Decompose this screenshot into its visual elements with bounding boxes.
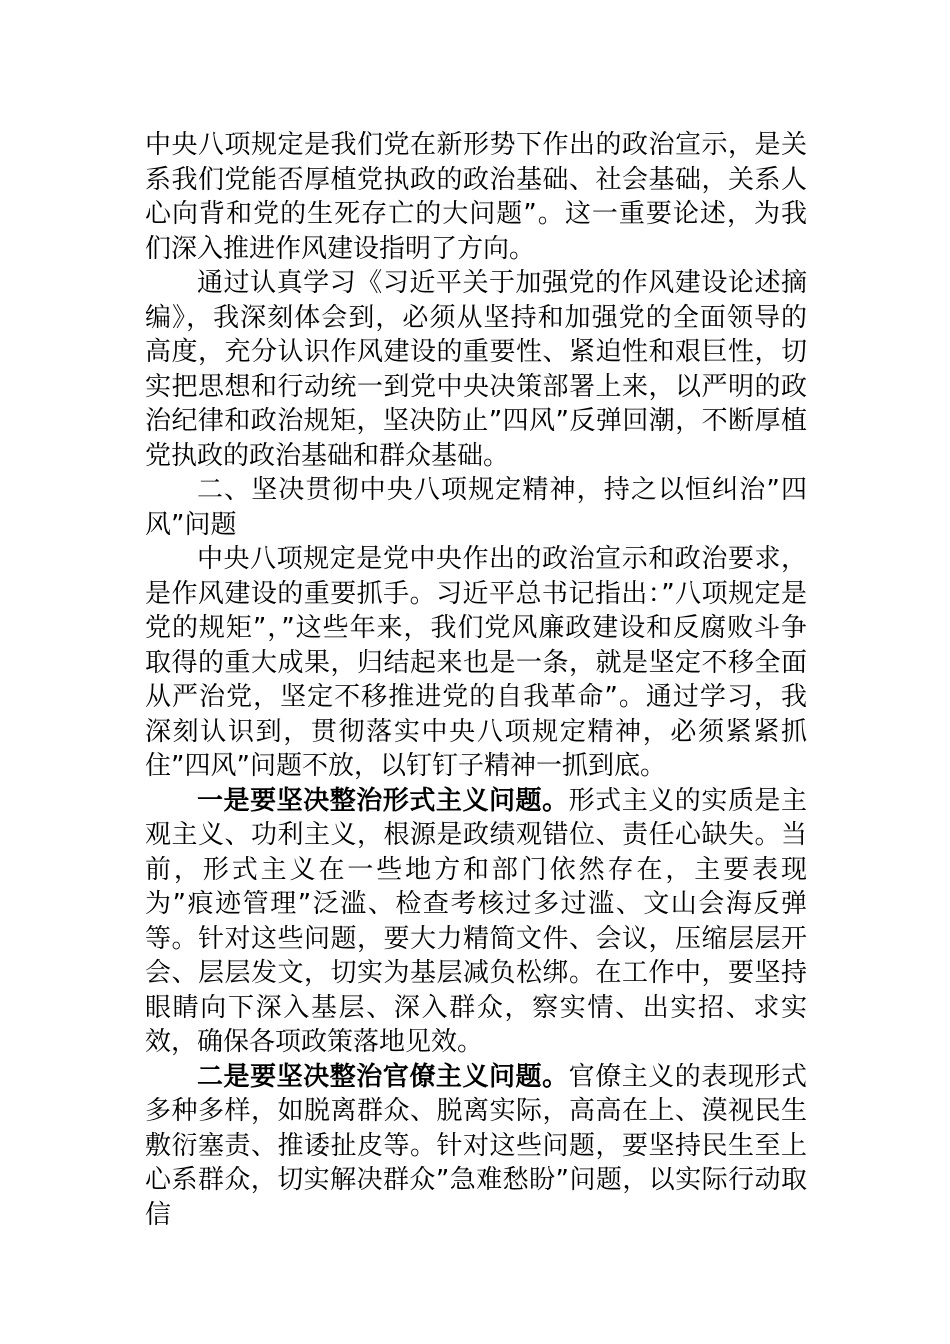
paragraph-lead-bureaucratism: 二是要坚决整治官僚主义问题。 (197, 1061, 569, 1092)
section-heading-two: 二、坚决贯彻中央八项规定精神，持之以恒纠治”四风”问题 (145, 475, 807, 540)
paragraph-study-summary: 通过认真学习《习近平关于加强党的作风建设论述摘编》，我深刻体会到，必须从坚持和加强党的全面领导的高度，充分认识作风建设的重要性、紧迫性和艰巨性，切实把思想和行动统一到党中央决策部署上来，以严明的政治纪律和政治规矩，坚决防止”四风”反弹回潮，不断厚植党执政的政治基础和群众基础。 (145, 268, 807, 471)
paragraph-body-bureaucratism: 官僚主义的表现形式多种多样，如脱离群众、脱离实际，高高在上、漠视民生敷衍塞责、推诿扯皮等。针对这些问题，要坚持民生至上心系群众，切实解决群众”急难愁盼”问题，以实际行动取信 (145, 1061, 807, 1230)
paragraph-eight-rules: 中央八项规定是党中央作出的政治宣示和政治要求，是作风建设的重要抓手。习近平总书记指出：”八项规定是党的规矩”，”这些年来，我们党风廉政建设和反腐败斗争取得的重大成果，归结起来也是一条，就是坚定不移全面从严治党，坚定不移推进党的自我革命”。通过学习，我深刻认识到，贯彻落实中央八项规定精神，必须紧紧抓住”四风”问题不放，以钉钉子精神一抓到底。 (145, 544, 807, 781)
paragraph-continuation: 中央八项规定是我们党在新形势下作出的政治宣示，是关系我们党能否厚植党执政的政治基础、社会基础，关系人心向背和党的生死存亡的大问题”。这一重要论述，为我们深入推进作风建设指明了方向。 (145, 130, 807, 264)
document-body (145, 128, 807, 1232)
paragraph-formalism (145, 784, 807, 1060)
paragraph-bureaucratism (145, 1060, 807, 1233)
paragraph-body-formalism: 形式主义的实质是主观主义、功利主义，根源是政绩观错位、责任心缺失。当前，形式主义在一些地方和部门依然存在，主要表现为”痕迹管理”泛滥、检查考核过多过滥、文山会海反弹等。针对这些问题，要大力精简文件、会议，压缩层层开会、层层发文，切实为基层减负松绑。在工作中，要坚持眼睛向下深入基层、深入群众，察实情、出实招、求实效，确保各项政策落地见效。 (145, 785, 807, 1057)
paragraph-lead-formalism: 一是要坚决整治形式主义问题。 (197, 785, 569, 816)
